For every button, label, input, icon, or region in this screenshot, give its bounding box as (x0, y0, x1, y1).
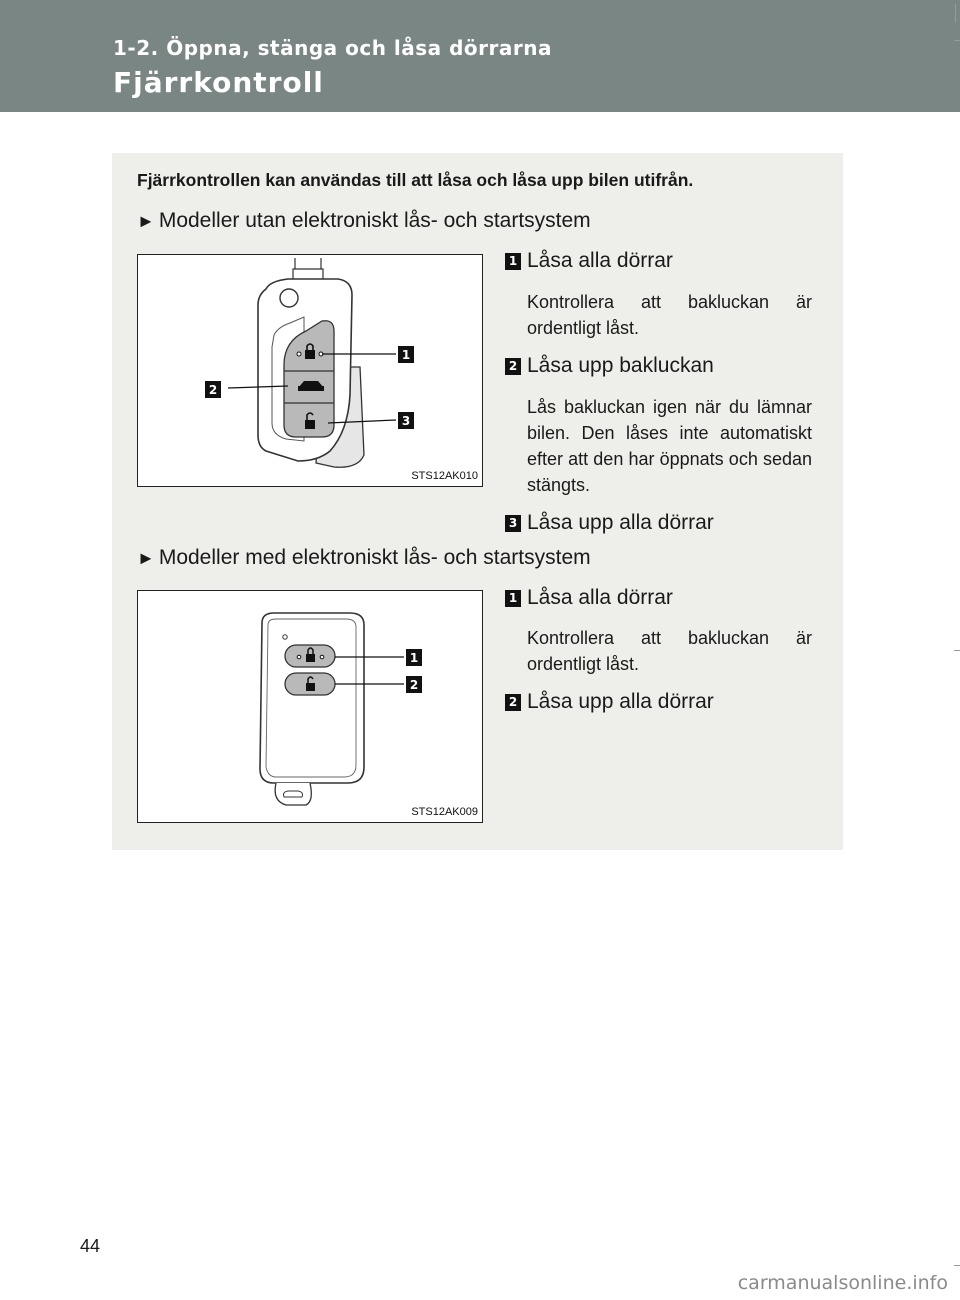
section-header (0, 0, 960, 112)
figure-fold-out-key (137, 254, 483, 487)
item-title-text: Låsa upp bakluckan (527, 354, 714, 377)
model-heading-text: Modeller med elektroniskt lås- och startsystem (158, 546, 591, 569)
item-title-text: Låsa alla dörrar (527, 249, 673, 272)
number-badge: 1 (505, 590, 521, 607)
fold-out-key-illustration (138, 255, 484, 488)
intro-text: Fjärrkontrollen kan användas till att låsa och låsa upp bilen utifrån. (137, 170, 694, 190)
model-heading-text: Modeller utan elektroniskt lås- och startsystem (158, 209, 591, 232)
figure-code: STS12AK009 (411, 806, 478, 818)
callout-1: 1 (401, 348, 411, 362)
callout-3: 3 (401, 414, 411, 428)
figure-code: STS12AK010 (411, 470, 478, 482)
item-title-text: Låsa upp alla dörrar (527, 690, 714, 713)
item-description: Kontrollera att bakluckan är ordentligt låst. (527, 292, 812, 338)
item-description: Lås bakluckan igen när du lämnar bilen. Den låses inte automatiskt efter att den har öppnats och sedan stängts. (527, 397, 812, 495)
watermark: carmanualsonline.info (737, 1272, 948, 1294)
item-title-unlock-all (505, 690, 714, 714)
item-title-unlock-all (505, 511, 714, 535)
trim-mark (955, 4, 956, 22)
item-title-text: Låsa alla dörrar (527, 586, 673, 609)
triangle-right-icon: ► (137, 211, 155, 231)
model-heading-without-smart-key (137, 209, 591, 233)
section-label: 1-2. Öppna, stänga och låsa dörrarna (113, 36, 552, 60)
triangle-right-icon: ► (137, 548, 155, 568)
callout-1: 1 (409, 651, 419, 665)
callout-2: 2 (409, 678, 419, 692)
trim-mark (954, 40, 960, 41)
figure-smart-key (137, 590, 483, 823)
number-badge: 1 (505, 253, 521, 270)
model-heading-with-smart-key (137, 546, 591, 570)
item-description: Kontrollera att bakluckan är ordentligt låst. (527, 628, 812, 674)
trim-mark (954, 650, 960, 651)
callout-2: 2 (208, 383, 218, 397)
item-title-text: Låsa upp alla dörrar (527, 511, 714, 534)
number-badge: 2 (505, 694, 521, 711)
item-title-lock-all (505, 249, 673, 273)
page-number: 44 (80, 1236, 101, 1256)
number-badge: 2 (505, 358, 521, 375)
item-title-unlock-trunk (505, 354, 714, 378)
smart-key-illustration (138, 591, 484, 824)
number-badge: 3 (505, 515, 521, 532)
page-title: Fjärrkontroll (113, 66, 324, 99)
trim-mark (954, 1265, 960, 1266)
item-title-lock-all (505, 586, 673, 610)
